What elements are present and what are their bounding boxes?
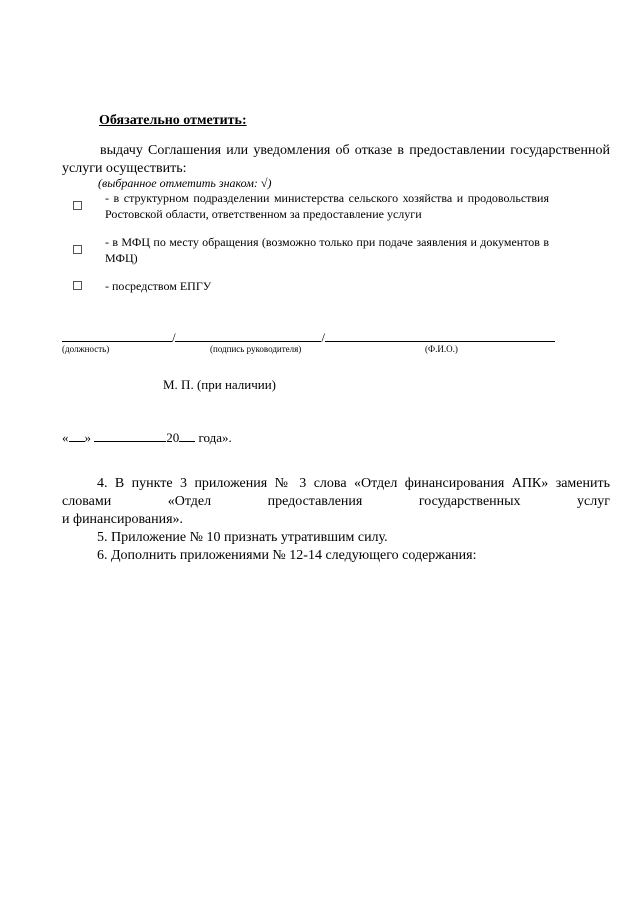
caption-signature: (подпись руководителя)	[210, 344, 302, 354]
signature-separator: /	[321, 330, 325, 345]
option-text-epgu: - посредством ЕПГУ	[105, 279, 212, 293]
full-name-line[interactable]	[325, 330, 555, 342]
item-5: 5. Приложение № 10 признать утратившим силу.	[97, 530, 388, 545]
stamp-note: М. П. (при наличии)	[163, 377, 277, 392]
item-4-line-2: словами «Отдел предоставления государственных услуг	[62, 494, 610, 509]
option-checkbox-epgu[interactable]	[73, 281, 82, 290]
option-text-department: - в структурном подразделении министерства сельского хозяйства и продовольствия Ростовской области, ответственном за предоставление услуги	[105, 191, 549, 221]
signature-line[interactable]	[175, 330, 321, 342]
option-checkbox-mfc[interactable]	[73, 245, 82, 254]
position-line[interactable]	[62, 330, 172, 342]
date-line: « » 20 года».	[62, 430, 232, 445]
year-blank[interactable]	[179, 430, 195, 442]
signature-row	[62, 330, 555, 346]
delivery-paragraph: выдачу Соглашения или уведомления об отказе в предоставлении государственной услуги осуществить:	[62, 143, 610, 176]
signature-separator: /	[172, 330, 176, 345]
option-checkbox-department[interactable]	[73, 201, 82, 210]
selection-hint: (выбранное отметить знаком: √)	[98, 176, 272, 190]
section-heading: Обязательно отметить:	[99, 113, 247, 128]
item-4-line-1: 4. В пункте 3 приложения № 3 слова «Отдел финансирования АПК» заменить	[97, 476, 610, 491]
option-text-mfc: - в МФЦ по месту обращения (возможно только при подаче заявления и документов в МФЦ)	[105, 235, 549, 265]
item-6: 6. Дополнить приложениями № 12-14 следующего содержания:	[97, 548, 477, 563]
day-blank[interactable]	[69, 430, 85, 442]
month-blank[interactable]	[94, 430, 166, 442]
caption-position: (должность)	[62, 344, 110, 354]
caption-full-name: (Ф.И.О.)	[425, 344, 458, 354]
item-4-line-3: и финансирования».	[62, 512, 184, 527]
